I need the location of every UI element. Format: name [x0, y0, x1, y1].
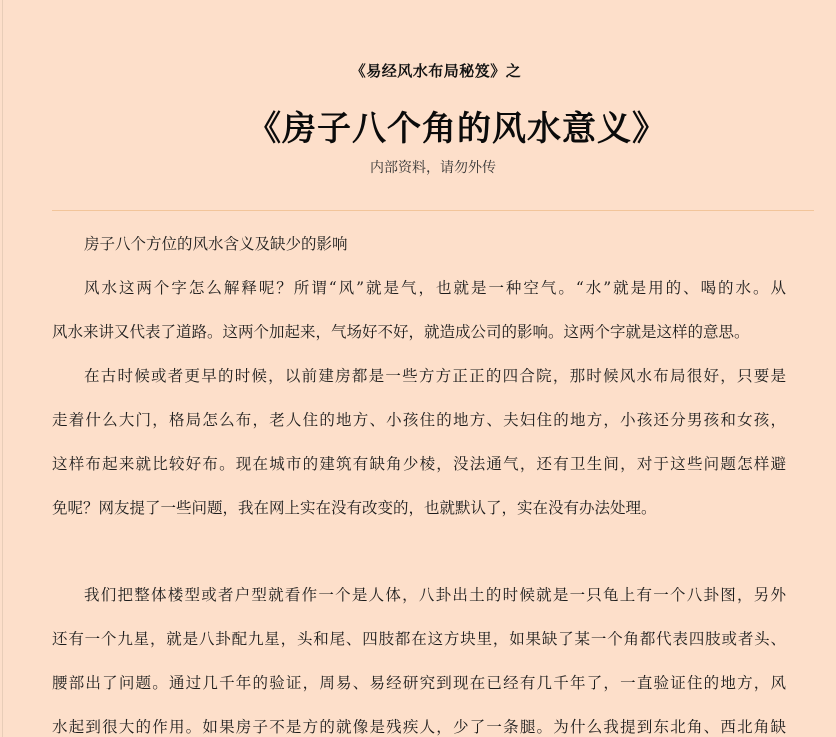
paragraph [52, 362, 786, 538]
page-subtitle: 内部资料，请勿外传 [370, 160, 496, 176]
text-line: 还有一个九星，就是八卦配九星，头和尾、四肢都在这方块里，如果缺了某一个角都代表四肢或者头、 [52, 630, 786, 648]
text-line: 水起到很大的作用。如果房子不是方的就像是残疾人，少了一条腿。为什么我提到东北角、西北角缺 [52, 718, 786, 736]
text-line: 免呢？网友提了一些问题，我在网上实在没有改变的，也就默认了，实在没有办法处理。 [52, 499, 657, 517]
text-line: 房子八个方位的风水含义及缺少的影响 [84, 235, 348, 253]
text-line: 风水这两个字怎么解释呢？所谓“风”就是气，也就是一种空气。“水”就是用的、喝的水。从 [84, 279, 786, 297]
page-title: 《房子八个角的风水意义》 [247, 109, 667, 149]
header-divider [52, 210, 814, 211]
series-heading: 《易经风水布局秘笈》之 [350, 62, 522, 80]
document-body [52, 230, 786, 737]
text-line: 走着什么大门，格局怎么布，老人住的地方、小孩住的地方、夫妇住的地方，小孩还分男孩和女孩， [52, 411, 786, 429]
text-line: 风水来讲又代表了道路。这两个加起来，气场好不好，就造成公司的影响。这两个字就是这样的意思。 [52, 323, 750, 341]
paragraph-gap [52, 538, 786, 581]
paragraph [52, 230, 786, 274]
text-line: 在古时候或者更早的时候，以前建房都是一些方方正正的四合院，那时候风水布局很好，只要是 [84, 367, 786, 385]
paragraph [52, 274, 786, 362]
paragraph [52, 581, 786, 737]
text-line: 腰部出了问题。通过几千年的验证，周易、易经研究到现在已经有几千年了，一直验证住的地方，风 [52, 674, 786, 692]
text-line: 这样布起来就比较好布。现在城市的建筑有缺角少棱，没法通气，还有卫生间，对于这些问题怎样避 [52, 455, 786, 473]
text-line: 我们把整体楼型或者户型就看作一个是人体，八卦出土的时候就是一只龟上有一个八卦图，另外 [84, 586, 786, 604]
